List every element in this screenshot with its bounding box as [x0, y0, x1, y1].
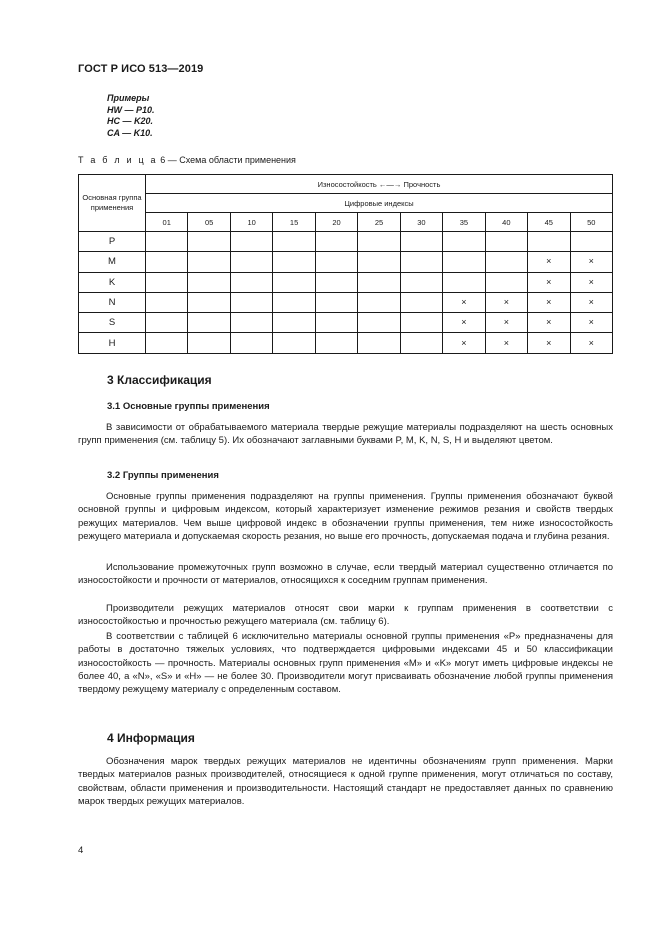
- empty-cell: [315, 252, 357, 272]
- index-header-cell: 15: [273, 213, 315, 232]
- cross-mark: ×: [503, 297, 509, 308]
- empty-cell: [443, 252, 485, 272]
- empty-cell: [188, 292, 230, 312]
- example-line: HW — P10.: [107, 104, 155, 115]
- marked-cell: [485, 292, 527, 312]
- index-header-cell: 30: [400, 213, 442, 232]
- empty-cell: [146, 292, 188, 312]
- table-caption: [78, 155, 296, 165]
- digital-index-header: Цифровые индексы: [146, 194, 613, 213]
- empty-cell: [230, 272, 272, 292]
- marked-cell: [570, 313, 612, 333]
- index-header-cell: 50: [570, 213, 612, 232]
- index-header-cell: 20: [315, 213, 357, 232]
- paragraph: В соответствии с таблицей 6 исключительно материалы основной группы применения «P» предназначены для работы в достаточно тяжелых условиях, что подтверждается цифровыми индексами 45 и 50 классификации износостойкость — прочность. Материалы основных групп применения «M» и «K» могут иметь цифровые индексы не более 40, а «N», «S» и «H» — не более 30. Производители могут присваивать обозначение любой группы применения твердому режущему материалу с определенным составом.: [78, 631, 613, 696]
- group-cell: H: [79, 333, 146, 353]
- empty-cell: [315, 292, 357, 312]
- group-cell: M: [79, 252, 146, 272]
- empty-cell: [485, 252, 527, 272]
- empty-cell: [188, 313, 230, 333]
- cross-mark: ×: [588, 256, 594, 267]
- group-cell: S: [79, 313, 146, 333]
- index-header-cell: 01: [146, 213, 188, 232]
- empty-cell: [273, 292, 315, 312]
- table-row: [79, 292, 613, 312]
- example-line: CA — K10.: [107, 127, 153, 138]
- paragraph: Основные группы применения подразделяют на группы применения. Группы применения обозначают буквой основной группы и цифровым индексом, который характеризует изменение режимов резания и свойств твердых режущих материалов. Чем выше цифровой индекс в обозначении группы применения, тем ниже износостойкость режущего материала и допускаемая скорость резания, но выше его прочность, допускаемая подача и глубина резания.: [78, 491, 613, 542]
- paragraph: Обозначения марок твердых режущих материалов не идентичны обозначениям групп применения. Марки твердых материалов разных производителей, относящиеся к одной группе применения, могут отличаться по составу, свойствам, области применения и производительности. Настоящий стандарт не предоставляет данных по сравнению марок твердых режущих материалов.: [78, 756, 613, 807]
- cross-mark: ×: [461, 317, 467, 328]
- marked-cell: [528, 252, 570, 272]
- empty-cell: [400, 232, 442, 252]
- paragraph: Использование промежуточных групп возможно в случае, если твердый материал существенно отличается по износостойкости и прочности от материалов, относящихся к соседним группам применения.: [78, 562, 613, 587]
- marked-cell: [443, 292, 485, 312]
- index-header-cell: 10: [230, 213, 272, 232]
- cross-mark: ×: [503, 337, 509, 348]
- examples-title: Примеры: [107, 93, 150, 103]
- empty-cell: [400, 333, 442, 353]
- index-header-cell: 45: [528, 213, 570, 232]
- page-number: 4: [78, 845, 84, 856]
- cross-mark: ×: [503, 317, 509, 328]
- marked-cell: [570, 333, 612, 353]
- empty-cell: [230, 292, 272, 312]
- empty-cell: [273, 252, 315, 272]
- group-cell: K: [79, 272, 146, 292]
- empty-cell: [358, 292, 400, 312]
- empty-cell: [230, 232, 272, 252]
- example-line: HC — K20.: [107, 116, 154, 126]
- marked-cell: [485, 313, 527, 333]
- empty-cell: [230, 252, 272, 272]
- empty-cell: [485, 272, 527, 292]
- empty-cell: [358, 313, 400, 333]
- index-header-cell: 35: [443, 213, 485, 232]
- empty-cell: [528, 232, 570, 252]
- wear-strength-header: Износостойкость ←—→ Прочность: [146, 175, 613, 194]
- empty-cell: [273, 232, 315, 252]
- table-row: [79, 333, 613, 353]
- empty-cell: [358, 272, 400, 292]
- group-header-cell: Основная группа применения: [79, 175, 146, 232]
- empty-cell: [358, 252, 400, 272]
- empty-cell: [188, 272, 230, 292]
- empty-cell: [315, 232, 357, 252]
- paragraph: В зависимости от обрабатываемого материала твердые режущие материалы подразделяют на шесть основных групп применения (см. таблицу 5). Их обозначают заглавными буквами P, M, K, N, S, H и выделяют цветом.: [78, 422, 613, 447]
- cross-mark: ×: [588, 297, 594, 308]
- empty-cell: [273, 333, 315, 353]
- marked-cell: [528, 272, 570, 292]
- subsection-3-1-title: 3.1 Основные группы применения: [107, 401, 270, 412]
- cross-mark: ×: [588, 276, 594, 287]
- examples-block: [107, 93, 155, 139]
- empty-cell: [485, 232, 527, 252]
- cross-mark: ×: [546, 337, 552, 348]
- cross-mark: ×: [546, 256, 552, 267]
- index-header-cell: 40: [485, 213, 527, 232]
- marked-cell: [570, 252, 612, 272]
- empty-cell: [315, 272, 357, 292]
- empty-cell: [443, 272, 485, 292]
- standard-header: ГОСТ Р ИСО 513—2019: [78, 63, 204, 75]
- empty-cell: [273, 272, 315, 292]
- empty-cell: [570, 232, 612, 252]
- table-row: [79, 313, 613, 333]
- table-caption-text: 6 — Схема области применения: [160, 155, 296, 165]
- section-4-title: 4 Информация: [107, 731, 195, 745]
- empty-cell: [315, 333, 357, 353]
- group-cell: N: [79, 292, 146, 312]
- empty-cell: [146, 232, 188, 252]
- cross-mark: ×: [461, 337, 467, 348]
- empty-cell: [400, 313, 442, 333]
- table-caption-prefix: Т а б л и ц а: [78, 155, 158, 165]
- empty-cell: [230, 333, 272, 353]
- cross-mark: ×: [461, 297, 467, 308]
- cross-mark: ×: [546, 276, 552, 287]
- marked-cell: [485, 333, 527, 353]
- empty-cell: [400, 252, 442, 272]
- empty-cell: [400, 292, 442, 312]
- empty-cell: [358, 232, 400, 252]
- subsection-3-2-title: 3.2 Группы применения: [107, 470, 219, 481]
- empty-cell: [146, 252, 188, 272]
- table-row: [79, 232, 613, 252]
- marked-cell: [570, 292, 612, 312]
- cross-mark: ×: [546, 297, 552, 308]
- table-row: [79, 252, 613, 272]
- marked-cell: [528, 333, 570, 353]
- index-header-cell: 25: [358, 213, 400, 232]
- empty-cell: [400, 272, 442, 292]
- marked-cell: [443, 313, 485, 333]
- paragraph: Производители режущих материалов относят свои марки к группам применения в соответствии с износостойкостью и прочностью режущего материала (см. таблицу 6).: [78, 603, 613, 628]
- cross-mark: ×: [546, 317, 552, 328]
- empty-cell: [188, 252, 230, 272]
- empty-cell: [230, 313, 272, 333]
- cross-mark: ×: [588, 337, 594, 348]
- marked-cell: [443, 333, 485, 353]
- section-3-title: 3 Классификация: [107, 373, 212, 387]
- empty-cell: [443, 232, 485, 252]
- cross-mark: ×: [588, 317, 594, 328]
- marked-cell: [528, 292, 570, 312]
- empty-cell: [146, 272, 188, 292]
- empty-cell: [146, 313, 188, 333]
- marked-cell: [570, 272, 612, 292]
- empty-cell: [358, 333, 400, 353]
- empty-cell: [273, 313, 315, 333]
- table-row: [79, 272, 613, 292]
- index-header-cell: 05: [188, 213, 230, 232]
- empty-cell: [188, 333, 230, 353]
- empty-cell: [188, 232, 230, 252]
- group-cell: P: [79, 232, 146, 252]
- application-scheme-table: [78, 174, 613, 354]
- marked-cell: [528, 313, 570, 333]
- empty-cell: [146, 333, 188, 353]
- empty-cell: [315, 313, 357, 333]
